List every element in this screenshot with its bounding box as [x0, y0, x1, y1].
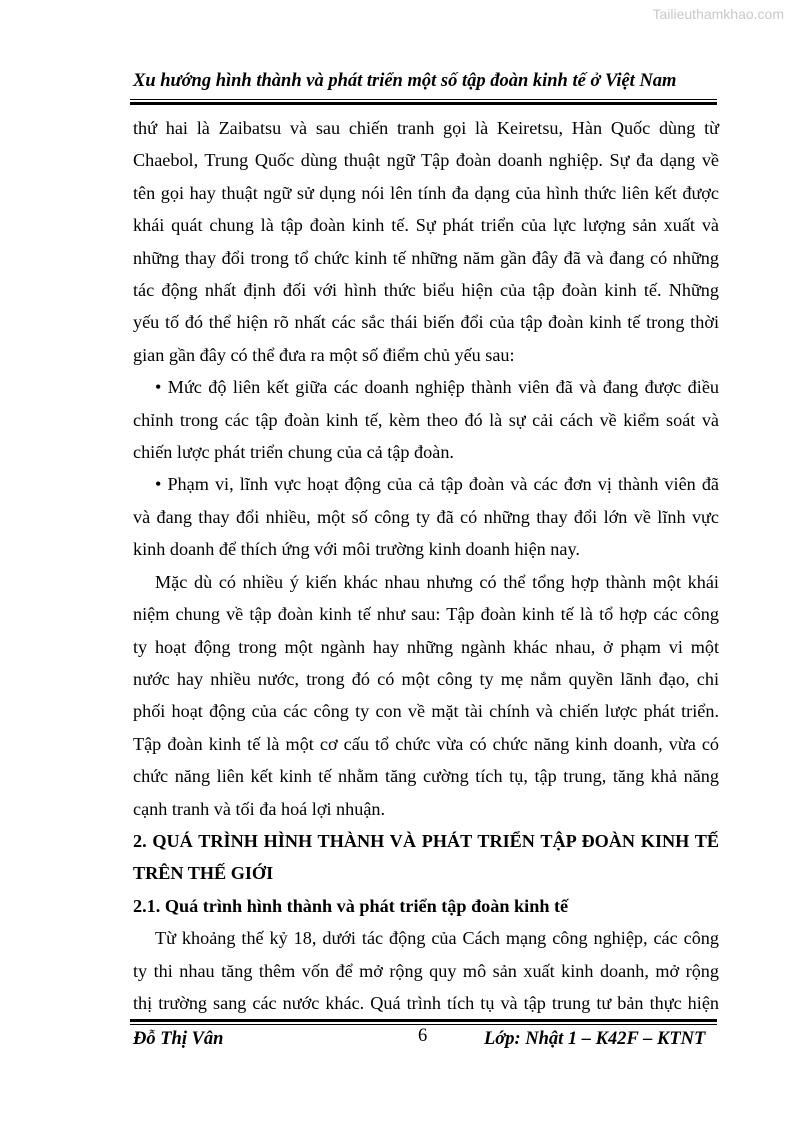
header-divider	[130, 99, 717, 100]
bullet-line: • Mức độ liên kết giữa các doanh nghiệp thành viên đã và đang được điều	[155, 377, 719, 398]
text-line: Tập đoàn kinh tế là một cơ cấu tổ chức vừa có chức năng kinh doanh, vừa có	[133, 733, 719, 754]
text-line: tên gọi hay thuật ngữ sử dụng nói lên tính đa dạng của hình thức liên kết được	[133, 182, 719, 203]
bullet-line: và đang thay đổi nhiều, một số công ty đã có những thay đổi lớn về lĩnh vực	[133, 506, 719, 527]
text-line: niệm chung về tập đoàn kinh tế như sau: Tập đoàn kinh tế là tổ hợp các công	[133, 604, 719, 625]
text-line: Mặc dù có nhiều ý kiến khác nhau nhưng có thể tổng hợp thành một khái	[155, 571, 719, 592]
text-line: tác động nhất định đối với hình thức biểu hiện của tập đoàn kinh tế. Những	[133, 280, 719, 301]
bullet-line: chiến lược phát triển chung của cả tập đoàn.	[133, 442, 454, 463]
bullet-line: • Phạm vi, lĩnh vực hoạt động của cả tập đoàn và các đơn vị thành viên đã	[155, 474, 719, 495]
section-heading: TRÊN THẾ GIỚI	[133, 863, 274, 884]
footer-divider-thick	[130, 1019, 717, 1022]
text-line: phối hoạt động của các công ty con về mặt tài chính và chiến lược phát triển.	[133, 701, 719, 722]
text-line: những thay đổi trong tổ chức kinh tế những năm gần đây đã và đang có những	[133, 247, 719, 268]
footer-class-info: Lớp: Nhật 1 – K42F – KTNT	[484, 1029, 706, 1049]
page-header-title: Xu hướng hình thành và phát triển một số tập đoàn kinh tế ở Việt Nam	[133, 71, 677, 91]
page-number: 6	[418, 1026, 428, 1046]
section-heading: 2. QUÁ TRÌNH HÌNH THÀNH VÀ PHÁT TRIỂN TẬP ĐOÀN KINH TẾ	[133, 830, 719, 851]
bullet-line: kinh doanh để thích ứng với môi trường kinh doanh hiện nay.	[133, 539, 580, 560]
footer-divider	[130, 1024, 717, 1025]
bullet-line: chỉnh trong các tập đoàn kinh tế, kèm theo đó là sự cải cách về kiểm soát và	[133, 409, 719, 430]
watermark-text: Tailieuthamkhao.com	[652, 6, 784, 22]
subsection-heading: 2.1. Quá trình hình thành và phát triển tập đoàn kinh tế	[133, 895, 569, 916]
footer-author: Đỗ Thị Vân	[133, 1029, 224, 1049]
text-line: khái quát chung là tập đoàn kinh tế. Sự phát triển của lực lượng sản xuất và	[133, 215, 719, 236]
text-line: nước hay nhiều nước, trong đó có một công ty mẹ nắm quyền lãnh đạo, chi	[133, 668, 719, 689]
text-line: yếu tố đó thể hiện rõ nhất các sắc thái biến đổi của tập đoàn kinh tế trong thời	[133, 312, 719, 333]
text-line: Chaebol, Trung Quốc dùng thuật ngữ Tập đoàn doanh nghiệp. Sự đa dạng về	[133, 150, 719, 171]
text-line: thứ hai là Zaibatsu và sau chiến tranh gọi là Keiretsu, Hàn Quốc dùng từ	[133, 118, 719, 138]
text-line: cạnh tranh và tối đa hoá lợi nhuận.	[133, 798, 386, 819]
text-line: ty hoạt động trong một ngành hay những ngành khác nhau, ở phạm vi một	[133, 636, 719, 657]
header-divider-thick	[130, 102, 717, 105]
text-line: thị trường sang các nước khác. Quá trình tích tụ và tập trung tư bản thực hiện	[133, 992, 719, 1013]
text-line: ty thi nhau tăng thêm vốn để mở rộng quy mô sản xuất kinh doanh, mở rộng	[133, 960, 719, 981]
text-line: chức năng liên kết kinh tế nhằm tăng cường tích tụ, tập trung, tăng khả năng	[133, 766, 719, 787]
document-body	[133, 112, 719, 1019]
text-line: Từ khoảng thế kỷ 18, dưới tác động của Cách mạng công nghiệp, các công	[155, 928, 719, 949]
text-line: gian gần đây có thể đưa ra một số điểm chủ yếu sau:	[133, 344, 515, 365]
